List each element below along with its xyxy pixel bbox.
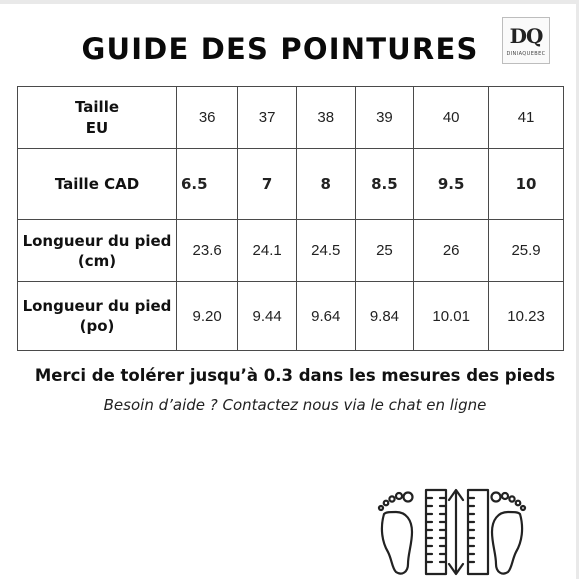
table-cell: 9.44 [238,282,297,351]
table-cell: 8 [296,149,355,220]
table-cell: 38 [296,87,355,149]
table-cell: 24.1 [238,220,297,282]
row-header-eu [18,87,177,149]
row-header-po-line1: Longueur du pied [22,297,172,315]
logo-subtitle: DINIAQUEBEC [506,51,546,57]
table-cell: 9.84 [355,282,414,351]
table-cell: 24.5 [296,220,355,282]
row-header-cad: Taille CAD [18,149,177,220]
table-cell: 10 [489,149,564,220]
table-row-cad [18,149,564,220]
row-header-eu-line1: Taille [74,97,120,116]
row-header-cm [18,220,177,282]
row-header-po [18,282,177,351]
table-cell: 40 [414,87,489,149]
table-row-po [18,282,564,351]
table-cell: 9.5 [414,149,489,220]
table-cell: 36 [177,87,238,149]
table-cell: 6.5 [177,149,238,220]
table-cell: 25 [355,220,414,282]
logo-mark: DQ [509,24,543,48]
table-cell: 7 [238,149,297,220]
row-header-cm-line1: Longueur du pied [22,231,172,250]
table-cell: 25.9 [489,220,564,282]
table-cell: 39 [355,87,414,149]
table-cell: 8.5 [355,149,414,220]
tolerance-note: Merci de tolérer jusqu’à 0.3 dans les mesures des pieds [34,366,556,385]
table-cell: 10.23 [489,282,564,351]
top-border [0,0,579,4]
table-row-eu [18,87,564,149]
size-table [17,86,564,351]
help-text: Besoin d’aide ? Contactez nous via le chat en ligne [103,396,487,414]
brand-logo [502,17,550,64]
row-header-cm-line2: (cm) [77,251,117,270]
table-cell: 23.6 [177,220,238,282]
table-cell: 9.20 [177,282,238,351]
table-cell: 26 [414,220,489,282]
table-cell: 37 [238,87,297,149]
page-title: GUIDE DES POINTURES [81,32,479,66]
table-cell: 41 [489,87,564,149]
row-header-po-line2: (po) [79,317,115,335]
table-cell: 9.64 [296,282,355,351]
table-cell: 10.01 [414,282,489,351]
foot-measure-icon [372,484,532,576]
table-row-cm [18,220,564,282]
row-header-eu-line2: EU [85,118,109,137]
